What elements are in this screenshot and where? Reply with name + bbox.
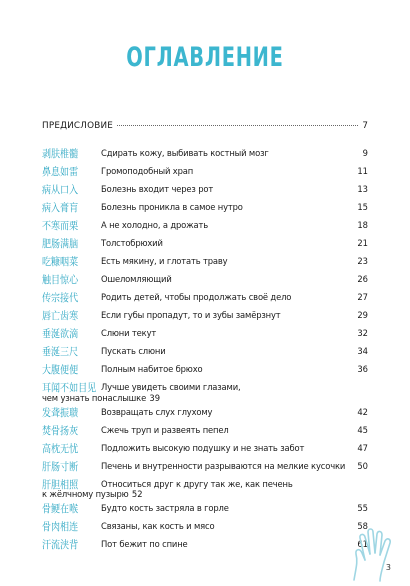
toc-entry-idiom: 焚骨扬灰	[42, 424, 79, 437]
toc-entry-page: 26	[357, 274, 368, 284]
page-title: ОГЛАВЛЕНИЕ	[126, 42, 284, 73]
toc-entry-page: 52	[131, 489, 143, 500]
toc-entry-page: 27	[357, 292, 368, 302]
toc-entry-page: 47	[357, 442, 368, 453]
toc-entry-page: 45	[357, 424, 368, 435]
toc-entry[interactable]	[42, 407, 368, 419]
toc-entry-title: Лучше увидеть своими глазами,	[101, 382, 241, 392]
toc-entry-page: 15	[357, 202, 368, 212]
toc-entry-title: Слюни текут	[101, 328, 157, 338]
toc-entry-page: 36	[357, 364, 368, 374]
toc-entry-title: Есть мякину, и глотать траву	[101, 256, 228, 266]
toc-entry-idiom: 垂涎欲滴	[42, 328, 79, 340]
toc-entry-idiom: 发聋振聩	[42, 406, 79, 419]
toc-entry[interactable]	[42, 425, 368, 437]
dot-leader	[117, 125, 358, 126]
toc-entry-idiom: 病入膏肓	[42, 202, 79, 214]
toc-entry-title: Связаны, как кость и мясо	[101, 521, 215, 532]
toc-entry-page: 61	[357, 539, 368, 550]
toc-entry-idiom: 大腹便便	[42, 364, 79, 376]
toc-entry-title: Громоподобный храп	[101, 166, 194, 176]
toc-entry-page: 23	[357, 256, 368, 266]
toc-entry-page: 9	[362, 148, 368, 158]
toc-entry-page: 58	[357, 521, 368, 532]
page-number: 3	[385, 563, 391, 572]
toc-entry-idiom: 传宗接代	[42, 292, 79, 304]
toc-entry-page: 29	[357, 310, 368, 320]
toc-entry-page: 21	[357, 238, 368, 248]
toc-preface-page: 7	[362, 121, 368, 131]
toc-entry[interactable]	[42, 166, 368, 178]
toc-entry-title: Толстобрюхий	[101, 238, 163, 248]
toc-entry-title: Пот бежит по спине	[101, 539, 188, 550]
toc-preface-row[interactable]	[42, 121, 368, 131]
toc-entry[interactable]	[42, 292, 368, 304]
toc-entry[interactable]	[42, 256, 368, 268]
toc-entry-title: Ошеломляющий	[101, 274, 172, 284]
toc-entry-page: 32	[357, 328, 368, 338]
toc-entry-idiom: 肝肠寸断	[42, 460, 79, 473]
toc-preface-label: ПРЕДИСЛОВИЕ	[42, 121, 113, 131]
toc-entry-idiom: 剥肤椎髓	[42, 148, 79, 160]
toc-entry[interactable]	[42, 443, 368, 455]
toc-entry-page: 39	[149, 392, 161, 403]
toc-entry-page: 42	[357, 406, 368, 417]
toc-entry-title: Болезнь проникла в самое нутро	[101, 202, 243, 212]
toc-entry[interactable]	[42, 310, 368, 322]
toc-entry[interactable]	[42, 521, 368, 533]
toc-entry-page: 18	[357, 220, 368, 230]
toc-entry-title-continued: к жёлчному пузырю	[42, 489, 129, 500]
toc-entry[interactable]	[42, 461, 368, 473]
toc-entry[interactable]	[42, 184, 368, 196]
toc-entry-title: Печень и внутренности разрываются на мелкие кусочки	[101, 460, 346, 471]
toc-entry-idiom: 肝胆相照	[42, 478, 79, 491]
toc-entry-idiom: 病从口入	[42, 184, 79, 196]
toc-entry[interactable]	[42, 364, 368, 376]
toc-entry-idiom: 垂涎三尺	[42, 346, 79, 358]
toc-entry[interactable]	[42, 274, 368, 286]
toc-entry-idiom: 高枕无忧	[42, 442, 79, 455]
toc-entry-title: А не холодно, а дрожать	[101, 220, 209, 230]
toc-entry[interactable]	[42, 202, 368, 214]
toc-entry-title: Пускать слюни	[101, 346, 166, 356]
toc-entry-title: Сжечь труп и развеять пепел	[101, 424, 229, 435]
toc-list	[42, 148, 368, 557]
toc-entry[interactable]	[42, 238, 368, 250]
toc-entry-title: Болезнь входит через рот	[101, 184, 214, 194]
toc-entry-idiom: 不寒而栗	[42, 220, 79, 232]
toc-entry-idiom: 骨肉相连	[42, 521, 79, 534]
toc-entry-title: Подложить высокую подушку и не знать забот	[101, 442, 305, 453]
toc-entry[interactable]	[42, 479, 368, 501]
toc-entry[interactable]	[42, 539, 368, 551]
toc-entry[interactable]	[42, 382, 368, 404]
toc-entry[interactable]	[42, 148, 368, 160]
hand-icon	[346, 524, 404, 582]
toc-entry-page: 50	[357, 460, 368, 471]
toc-entry-title: Если губы пропадут, то и зубы замёрзнут	[101, 310, 281, 320]
toc-entry-page: 34	[357, 346, 368, 356]
toc-entry-idiom: 鼻息如雷	[42, 166, 79, 178]
toc-entry-page: 13	[357, 184, 368, 194]
toc-entry[interactable]	[42, 328, 368, 340]
toc-entry-page: 55	[357, 503, 368, 514]
toc-entry-title: Сдирать кожу, выбивать костный мозг	[101, 148, 269, 158]
toc-entry-idiom: 耳闻不如目见	[42, 382, 97, 394]
toc-entry-title-continued: чем узнать понаслышке	[42, 392, 147, 403]
toc-entry[interactable]	[42, 503, 368, 515]
toc-entry-title: Относиться друг к другу так же, как печень	[101, 478, 293, 489]
toc-entry-title: Полным набитое брюхо	[101, 364, 203, 374]
toc-entry-title: Родить детей, чтобы продолжать своё дело	[101, 292, 292, 302]
toc-entry[interactable]	[42, 220, 368, 232]
toc-entry-title: Будто кость застряла в горле	[101, 503, 229, 514]
toc-entry-page: 11	[357, 166, 368, 176]
toc-entry-title: Возвращать слух глухому	[101, 406, 213, 417]
toc-entry-idiom: 汗流浃背	[42, 539, 79, 552]
toc-entry-idiom: 唇亡齿寒	[42, 310, 79, 322]
toc-entry-idiom: 触目惊心	[42, 274, 79, 286]
toc-entry-idiom: 肥肠满脑	[42, 238, 79, 250]
toc-entry-idiom: 吃糠咽菜	[42, 256, 79, 268]
toc-entry-idiom: 骨鲠在喉	[42, 503, 79, 516]
toc-entry[interactable]	[42, 346, 368, 358]
